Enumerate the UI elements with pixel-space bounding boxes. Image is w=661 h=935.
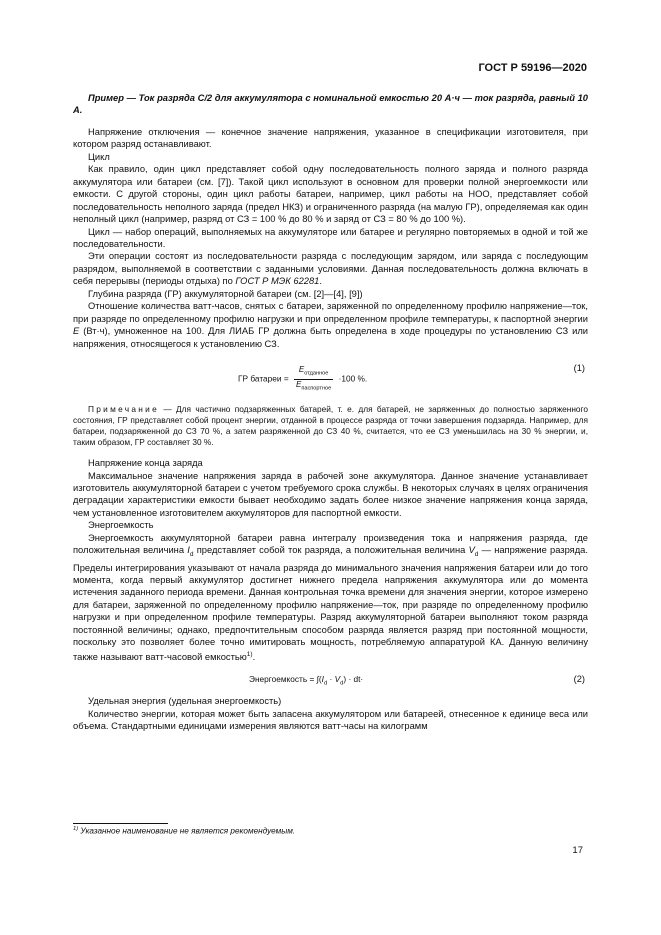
formula-1	[73, 362, 588, 392]
heading-specific-energy: Удельная энергия (удельная энергоемкость)	[88, 696, 282, 707]
dod-fraction: $\frac{E_{отданное}}{E_{паспортное}}$	[296, 365, 332, 392]
footnote-reference: 1)	[246, 650, 253, 658]
equation-number-1: (1)	[573, 363, 585, 374]
formula-2	[73, 672, 588, 688]
equation-number-2: (2)	[573, 674, 585, 685]
heading-energy-capacity: Энергоемкость	[88, 520, 154, 531]
note-paragraph: Примечание — Для частично подзаряженных батарей, т. е. для батарей, не заряженных до полностью заряженного состояния, ГР представляет собой процент энергии, отданной в процессе разряда от точки завершения подзаряда. Например, для батареи, подзаряженной до СЗ 70 %, а затем разряженной до СЗ 40 %, считается, что ее СЗ уменьшилась на 30 % энергии, и, таким образом, ГР составляет 30 %.	[73, 404, 588, 448]
paragraph-specific-energy: Количество энергии, которая может быть запасена аккумулятором или батареей, отнесенное к единице веса или объема. Стандартными единицами измерения являются ватт-часы на килограмм	[73, 708, 588, 732]
note-label: Примечание	[88, 404, 160, 415]
page-body	[73, 92, 588, 733]
page-number: 17	[572, 845, 583, 856]
standard-header: ГОСТ Р 59196—2020	[478, 62, 587, 74]
paragraph-end-of-charge-voltage: Максимальное значение напряжения заряда в рабочей зоне аккумулятора. Данное значение устанавливает изготовитель аккумуляторной батареи с учетом требуемого срока службы. В некоторых случаях в целях ограничения деградации характеристики емкости бывает необходимо задать более низкое значение напряжения конца заряда, чем установленное изготовителем аккумуляторов для паспортной емкости.	[73, 470, 588, 518]
heading-cycle: Цикл	[88, 151, 110, 162]
footnote-divider	[73, 823, 168, 824]
example-paragraph: Пример — Ток разряда C/2 для аккумулятора с номинальной емкостью 20 А·ч — ток разряда, равный 10 А.	[73, 93, 588, 116]
footnote: $^{1)}$ Указанное наименование не является рекомендуемым.	[73, 826, 296, 836]
paragraph-energy-capacity: Энергоемкость аккумуляторной батареи равна интегралу произведения тока и напряжения разряда, где положительная величина $I_d$ представляет собой ток разряда, а положительная величина $V_d$ — напряжение разряда. Пределы интегрирования указывают от начала разряда до минимального значения напряжения батареи или до того момента, когда первый аккумулятор достигнет нижнего предела напряжения аккумулятора или до момента истечения заданного периода времени. Данная контрольная точка времени для значения энергии, которое измерено для батареи, заряженной по определенному профилю напряжение—ток, при разряде по определенному профилю нагрузки и при определенном профиле температуры. Разряд аккумуляторной батареи выполняют током разряда постоянной величины; однако, предпочтительным способом разряда является разряд при постоянной мощности, поскольку это позволяет более точно имитировать мощность, потребляемую аппаратурой КА. Данную величину также называют ватт-часовой емкостью$^{1)}$.	[73, 532, 588, 662]
paragraph-cutoff-voltage: Напряжение отключения — конечное значение напряжения, указанное в спецификации изготовителя, при котором разряд останавливают.	[73, 126, 588, 150]
energy-formula: Энергоемкость = $\int(I_d \cdot V_d) \cdot dt\cdot$	[249, 674, 364, 687]
paragraph-operations: Эти операции состоят из последовательности разряда с последующим зарядом, или заряда с последующим разрядом, выполняемой в соответствии с заданными условиями. Данная последовательность должна включать в себя перерывы (периоды отдыха) по ГОСТ Р МЭК 62281.	[73, 251, 588, 287]
heading-end-of-charge-voltage: Напряжение конца заряда	[88, 458, 203, 469]
paragraph-cycle-description: Как правило, один цикл представляет собой одну последовательность полного заряда и полного разряда аккумулятора или батареи (см. [7]). Такой цикл используют в основном для проверки полной энергоемкости или емкости. С другой стороны, один цикл работы батареи, например, цикл работы на НОО, представляет собой последовательность неполного заряда (предел НКЗ) и ограниченного разряда (на малую ГР), определяемая как один неполный цикл (например, разряд от СЗ = 100 % до 80 % и заряд от СЗ = 80 % до 100 %).	[73, 164, 588, 225]
paragraph-cycle-definition: Цикл — набор операций, выполняемых на аккумуляторе или батарее и регулярно повторяемых в одной и той же последовательности.	[73, 226, 588, 249]
heading-depth-of-discharge: Глубина разряда (ГР) аккумуляторной батареи (см. [2]—[4], [9])	[88, 288, 363, 299]
standard-reference: ГОСТ Р МЭК 62281	[235, 276, 320, 287]
paragraph-dod-definition: Отношение количества ватт-часов, снятых с батареи, заряженной по определенному профилю напряжение—ток, при разряде по определенному профилю нагрузки и при определенном профиле температуры, к паспортной энергии E (Вт·ч), умноженное на 100. Для ЛИАБ ГР должна быть определена в ходе процедуры по установлению СЗ или напряжения, относящегося к установлению СЗ.	[73, 301, 588, 349]
dod-formula: ГР батареи = $\frac{E_{отданное}}{E_{паспортное}}$ ·100 %.	[238, 365, 368, 392]
